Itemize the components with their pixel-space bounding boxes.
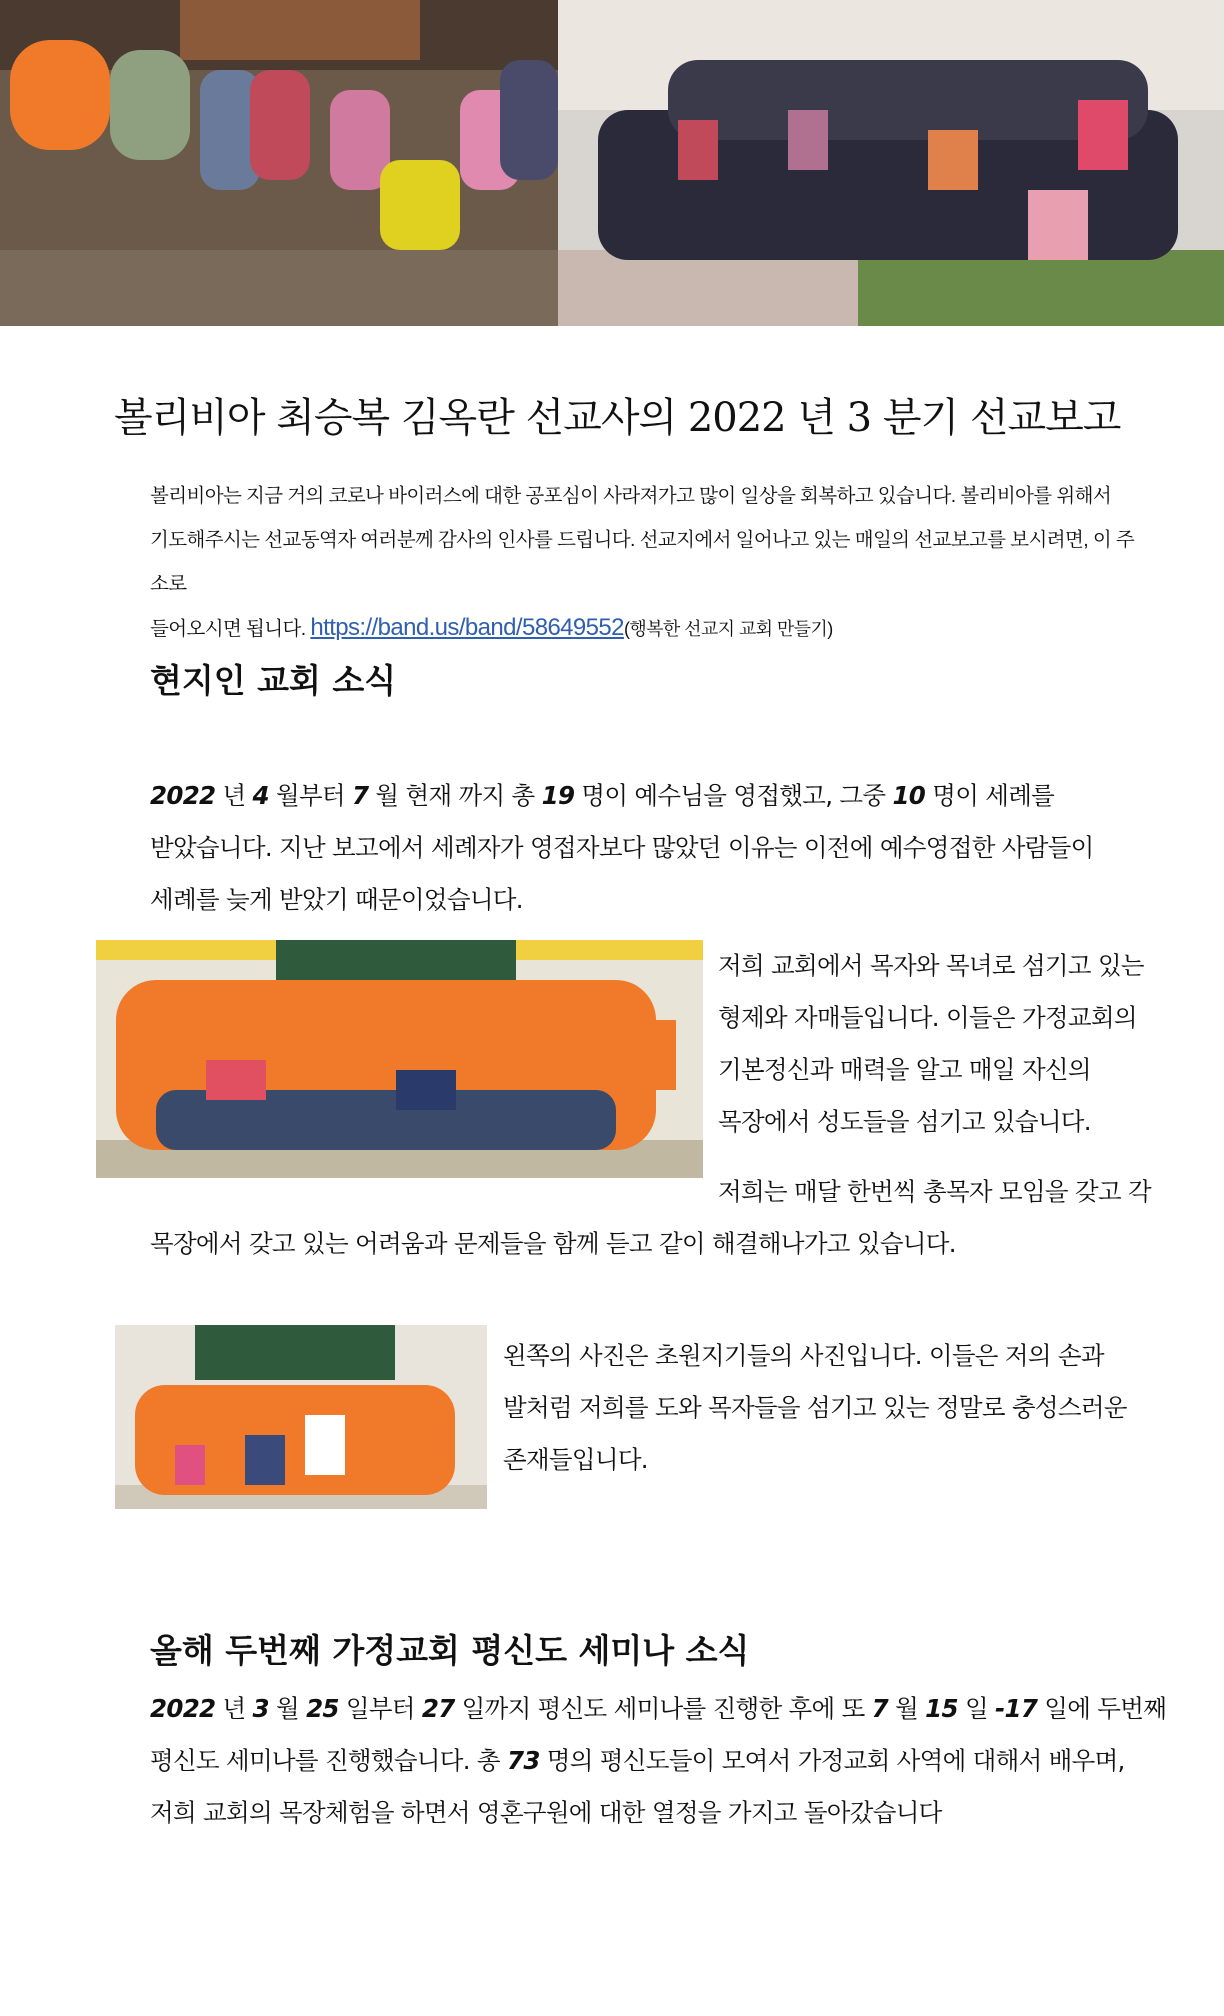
photo-leaders-orange-shirts — [96, 940, 703, 1178]
grassroots-paragraph — [503, 1330, 1127, 1486]
grassroots-line-1: 왼쪽의 사진은 초원지기들의 사진입니다. 이들은 저의 손과 — [503, 1341, 1104, 1370]
month-2-value: 7 — [871, 1694, 888, 1723]
leaders-paragraph — [718, 940, 1144, 1148]
band-link[interactable]: https://band.us/band/58649552 — [310, 614, 624, 641]
year-value: 2022 — [150, 1694, 216, 1723]
text-fragment: 명의 평신도들이 모여서 가정교회 사역에 대해서 배우며, — [539, 1746, 1125, 1775]
photo-grassroots-image — [115, 1325, 487, 1509]
day-from-2-value: 15 — [925, 1694, 958, 1723]
text-fragment: 년 — [215, 781, 253, 810]
attendees-count: 73 — [506, 1746, 540, 1775]
leaders-line-2: 형제와 자매들입니다. 이들은 가정교회의 — [718, 1003, 1137, 1032]
text-fragment: 월 — [888, 1694, 926, 1723]
meeting-line-2: 목장에서 갖고 있는 어려움과 문제들을 함께 듣고 같이 해결해나가고 있습니다. — [150, 1229, 956, 1258]
meeting-line-1: 저희는 매달 한번씩 총목자 모임을 갖고 각 — [718, 1177, 1151, 1206]
photo-group-outdoor-image — [0, 0, 558, 326]
local-church-paragraph — [150, 770, 1094, 926]
leaders-line-4: 목장에서 성도들을 섬기고 있습니다. — [718, 1107, 1091, 1136]
day-from-1-value: 25 — [306, 1694, 339, 1723]
seminar-paragraph — [150, 1683, 1166, 1839]
intro-line-2: 기도해주시는 선교동역자 여러분께 감사의 인사를 드립니다. 선교지에서 일어나고 있는 매일의 선교보고를 보시려면, 이 주소로 — [150, 529, 1135, 595]
text-fragment: 일에 두번째 — [1037, 1694, 1167, 1723]
photo-group-indoor-image — [558, 0, 1224, 326]
page-title: 볼리비아 최승복 김옥란 선교사의 2022 년 3 분기 선교보고 — [114, 395, 1121, 441]
photo-group-outdoor — [0, 0, 558, 326]
day-to-1-value: 27 — [421, 1694, 455, 1723]
text-fragment: 월 — [268, 1694, 307, 1723]
intro-paragraph — [150, 474, 1140, 651]
converts-count: 19 — [541, 781, 575, 810]
local-church-line-3: 세례를 늦게 받았기 때문이었습니다. — [150, 885, 523, 914]
seminar-line-3: 저희 교회의 목장체험을 하면서 영혼구원에 대한 열정을 가지고 돌아갔습니다 — [150, 1798, 942, 1827]
leaders-line-3: 기본정신과 매력을 알고 매일 자신의 — [718, 1055, 1091, 1084]
photo-leaders-image — [96, 940, 703, 1178]
text-fragment: 월 현재 까지 총 — [368, 781, 542, 810]
local-church-line-2: 받았습니다. 지난 보고에서 세례자가 영접자보다 많았던 이유는 이전에 예수영접한 사람들이 — [150, 833, 1094, 862]
month-1-value: 3 — [252, 1694, 269, 1723]
leaders-line-1: 저희 교회에서 목자와 목녀로 섬기고 있는 — [718, 951, 1144, 980]
grassroots-line-3: 존재들입니다. — [503, 1445, 648, 1474]
photo-group-indoor — [558, 0, 1224, 326]
intro-line-1: 볼리비아는 지금 거의 코로나 바이러스에 대한 공포심이 사라져가고 많이 일상을 회복하고 있습니다. 볼리비아를 위해서 — [150, 485, 1112, 507]
text-fragment: 월부터 — [268, 781, 352, 810]
month-from-value: 4 — [252, 781, 269, 810]
photo-grassroots-leaders — [115, 1325, 487, 1509]
month-to-value: 7 — [351, 781, 369, 810]
day-to-2-value: -17 — [995, 1694, 1038, 1723]
text-fragment: 년 — [215, 1694, 253, 1723]
text-fragment: 명이 세례를 — [925, 781, 1055, 810]
text-fragment: 명이 예수님을 영접했고, 그중 — [574, 781, 893, 810]
grassroots-line-2: 발처럼 저희를 도와 목자들을 섬기고 있는 정말로 충성스러운 — [503, 1393, 1127, 1422]
text-fragment: 평신도 세미나를 진행했습니다. 총 — [150, 1746, 507, 1775]
section-heading-seminar: 올해 두번째 가정교회 평신도 세미나 소식 — [150, 1631, 750, 1670]
intro-line-3: 들어오시면 됩니다. — [150, 618, 306, 640]
section-heading-local-church: 현지인 교회 소식 — [150, 661, 397, 700]
text-fragment: 일까지 평신도 세미나를 진행한 후에 또 — [454, 1694, 872, 1723]
text-fragment: 일 — [957, 1694, 996, 1723]
year-value: 2022 — [150, 781, 216, 810]
text-fragment: 일부터 — [338, 1694, 422, 1723]
baptized-count: 10 — [892, 781, 926, 810]
band-link-note: (행복한 선교지 교회 만들기) — [623, 619, 833, 639]
